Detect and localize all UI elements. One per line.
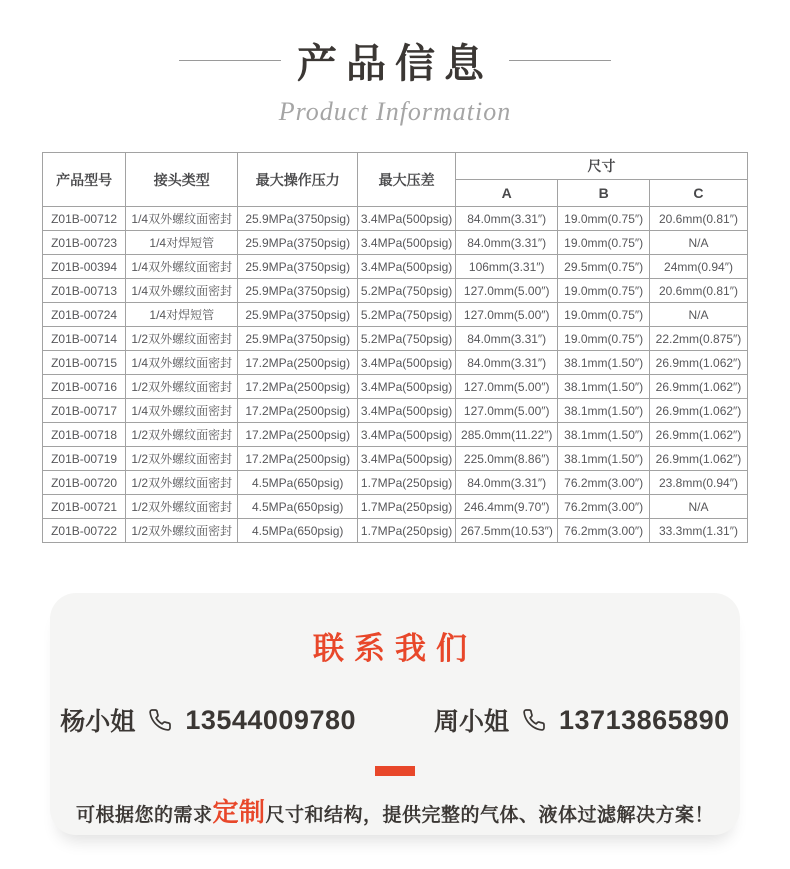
table-cell: Z01B-00713	[43, 279, 126, 303]
title-line-left	[179, 60, 281, 61]
table-cell: 3.4MPa(500psig)	[358, 231, 456, 255]
table-cell: 25.9MPa(3750psig)	[238, 279, 358, 303]
column-header-dim-c: C	[649, 180, 747, 207]
table-cell: 25.9MPa(3750psig)	[238, 303, 358, 327]
table-cell: 246.4mm(9.70″)	[456, 495, 558, 519]
table-cell: 3.4MPa(500psig)	[358, 447, 456, 471]
contact-phone: 13713865890	[559, 704, 730, 735]
table-cell: N/A	[649, 303, 747, 327]
table-row	[43, 231, 748, 255]
table-cell: 4.5MPa(650psig)	[238, 519, 358, 543]
table-cell: 17.2MPa(2500psig)	[238, 423, 358, 447]
table-cell: 26.9mm(1.062″)	[649, 375, 747, 399]
table-cell: 127.0mm(5.00″)	[456, 399, 558, 423]
table-cell: 20.6mm(0.81″)	[649, 279, 747, 303]
table-cell: 17.2MPa(2500psig)	[238, 375, 358, 399]
phone-icon	[522, 708, 546, 732]
table-cell: 25.9MPa(3750psig)	[238, 231, 358, 255]
table-row	[43, 423, 748, 447]
table-cell: 25.9MPa(3750psig)	[238, 327, 358, 351]
table-cell: 25.9MPa(3750psig)	[238, 207, 358, 231]
table-cell: 84.0mm(3.31″)	[456, 207, 558, 231]
table-cell: 1/4双外螺纹面密封	[126, 351, 238, 375]
table-cell: Z01B-00716	[43, 375, 126, 399]
table-cell: Z01B-00724	[43, 303, 126, 327]
table-cell: 76.2mm(3.00″)	[558, 495, 650, 519]
table-cell: 1/2双外螺纹面密封	[126, 327, 238, 351]
table-row	[43, 279, 748, 303]
table-cell: Z01B-00722	[43, 519, 126, 543]
table-cell: 1/4双外螺纹面密封	[126, 255, 238, 279]
phone-icon	[148, 708, 172, 732]
table-cell: 127.0mm(5.00″)	[456, 303, 558, 327]
table-cell: 267.5mm(10.53″)	[456, 519, 558, 543]
table-cell: 38.1mm(1.50″)	[558, 351, 650, 375]
table-cell: 1.7MPa(250psig)	[358, 519, 456, 543]
table-cell: 3.4MPa(500psig)	[358, 375, 456, 399]
table-cell: 24mm(0.94″)	[649, 255, 747, 279]
table-cell: 1.7MPa(250psig)	[358, 471, 456, 495]
spec-table	[42, 152, 748, 543]
table-cell: 22.2mm(0.875″)	[649, 327, 747, 351]
page-header	[0, 0, 790, 89]
table-cell: Z01B-00719	[43, 447, 126, 471]
table-cell: 17.2MPa(2500psig)	[238, 351, 358, 375]
table-cell: 5.2MPa(750psig)	[358, 303, 456, 327]
table-cell: 26.9mm(1.062″)	[649, 447, 747, 471]
table-cell: 38.1mm(1.50″)	[558, 423, 650, 447]
table-cell: 84.0mm(3.31″)	[456, 471, 558, 495]
title-line-right	[509, 60, 611, 61]
page-subtitle: Product Information	[278, 97, 512, 126]
table-row	[43, 327, 748, 351]
contact-name: 周小姐	[434, 708, 510, 736]
table-cell: Z01B-00717	[43, 399, 126, 423]
contact-phone: 13544009780	[185, 704, 356, 735]
table-cell: 26.9mm(1.062″)	[649, 399, 747, 423]
table-cell: 3.4MPa(500psig)	[358, 255, 456, 279]
contact-title: 联系我们	[313, 631, 477, 666]
table-cell: 1/4对焊短管	[126, 231, 238, 255]
table-cell: 127.0mm(5.00″)	[456, 375, 558, 399]
table-cell: 20.6mm(0.81″)	[649, 207, 747, 231]
table-cell: Z01B-00721	[43, 495, 126, 519]
column-header-model: 产品型号	[43, 153, 126, 207]
column-header-connector-type: 接头类型	[126, 153, 238, 207]
table-row	[43, 255, 748, 279]
table-row	[43, 351, 748, 375]
table-cell: Z01B-00712	[43, 207, 126, 231]
table-cell: 19.0mm(0.75″)	[558, 279, 650, 303]
table-cell: 19.0mm(0.75″)	[558, 303, 650, 327]
table-cell: 1/2双外螺纹面密封	[126, 495, 238, 519]
column-header-dimensions: 尺寸	[456, 153, 748, 180]
table-cell: 1.7MPa(250psig)	[358, 495, 456, 519]
note-highlight: 定制	[212, 797, 266, 827]
table-row	[43, 447, 748, 471]
table-cell: 4.5MPa(650psig)	[238, 471, 358, 495]
table-cell: 84.0mm(3.31″)	[456, 351, 558, 375]
table-cell: 4.5MPa(650psig)	[238, 495, 358, 519]
table-cell: 84.0mm(3.31″)	[456, 327, 558, 351]
contact-name: 杨小姐	[60, 708, 136, 736]
table-cell: 3.4MPa(500psig)	[358, 399, 456, 423]
table-row	[43, 375, 748, 399]
table-cell: 26.9mm(1.062″)	[649, 351, 747, 375]
column-header-dim-a: A	[456, 180, 558, 207]
table-cell: 19.0mm(0.75″)	[558, 327, 650, 351]
customization-note	[50, 792, 740, 829]
table-cell: 17.2MPa(2500psig)	[238, 399, 358, 423]
table-row	[43, 471, 748, 495]
table-cell: 38.1mm(1.50″)	[558, 447, 650, 471]
table-cell: Z01B-00718	[43, 423, 126, 447]
table-cell: 3.4MPa(500psig)	[358, 423, 456, 447]
contact-item	[60, 702, 356, 738]
table-cell: 1/4双外螺纹面密封	[126, 279, 238, 303]
table-cell: 106mm(3.31″)	[456, 255, 558, 279]
table-cell: 29.5mm(0.75″)	[558, 255, 650, 279]
table-cell: 1/2双外螺纹面密封	[126, 471, 238, 495]
table-cell: 19.0mm(0.75″)	[558, 231, 650, 255]
table-cell: 1/2双外螺纹面密封	[126, 519, 238, 543]
table-cell: 76.2mm(3.00″)	[558, 471, 650, 495]
spec-table-body	[43, 207, 748, 543]
note-prefix: 可根据您的需求	[75, 805, 213, 826]
contact-item	[434, 702, 730, 738]
table-cell: 1/4对焊短管	[126, 303, 238, 327]
table-cell: Z01B-00714	[43, 327, 126, 351]
table-cell: 1/4双外螺纹面密封	[126, 207, 238, 231]
column-header-max-pressure-differential: 最大压差	[358, 153, 456, 207]
table-cell: Z01B-00715	[43, 351, 126, 375]
table-cell: 285.0mm(11.22″)	[456, 423, 558, 447]
table-cell: 76.2mm(3.00″)	[558, 519, 650, 543]
red-divider	[375, 766, 415, 776]
note-suffix: 尺寸和结构，提供完整的气体、液体过滤解决方案！	[265, 805, 715, 826]
table-cell: N/A	[649, 495, 747, 519]
table-cell: 3.4MPa(500psig)	[358, 207, 456, 231]
page-title: 产品信息	[297, 42, 493, 86]
table-cell: 84.0mm(3.31″)	[456, 231, 558, 255]
column-header-max-operating-pressure: 最大操作压力	[238, 153, 358, 207]
table-cell: 1/2双外螺纹面密封	[126, 375, 238, 399]
table-cell: Z01B-00723	[43, 231, 126, 255]
table-cell: Z01B-00394	[43, 255, 126, 279]
table-cell: 127.0mm(5.00″)	[456, 279, 558, 303]
table-cell: 5.2MPa(750psig)	[358, 327, 456, 351]
table-row	[43, 303, 748, 327]
table-cell: 1/2双外螺纹面密封	[126, 447, 238, 471]
spec-table-header	[43, 153, 748, 207]
table-cell: 3.4MPa(500psig)	[358, 351, 456, 375]
table-row	[43, 495, 748, 519]
table-cell: 17.2MPa(2500psig)	[238, 447, 358, 471]
table-cell: 38.1mm(1.50″)	[558, 399, 650, 423]
table-row	[43, 207, 748, 231]
column-header-dim-b: B	[558, 180, 650, 207]
table-cell: 19.0mm(0.75″)	[558, 207, 650, 231]
table-cell: 1/2双外螺纹面密封	[126, 423, 238, 447]
table-cell: 26.9mm(1.062″)	[649, 423, 747, 447]
table-row	[43, 519, 748, 543]
table-cell: 25.9MPa(3750psig)	[238, 255, 358, 279]
table-cell: 5.2MPa(750psig)	[358, 279, 456, 303]
table-row	[43, 399, 748, 423]
table-cell: 23.8mm(0.94″)	[649, 471, 747, 495]
table-cell: 1/4双外螺纹面密封	[126, 399, 238, 423]
contact-row	[50, 702, 740, 738]
table-cell: Z01B-00720	[43, 471, 126, 495]
table-cell: 225.0mm(8.86″)	[456, 447, 558, 471]
table-cell: N/A	[649, 231, 747, 255]
table-cell: 33.3mm(1.31″)	[649, 519, 747, 543]
contact-card	[50, 593, 740, 835]
table-cell: 38.1mm(1.50″)	[558, 375, 650, 399]
